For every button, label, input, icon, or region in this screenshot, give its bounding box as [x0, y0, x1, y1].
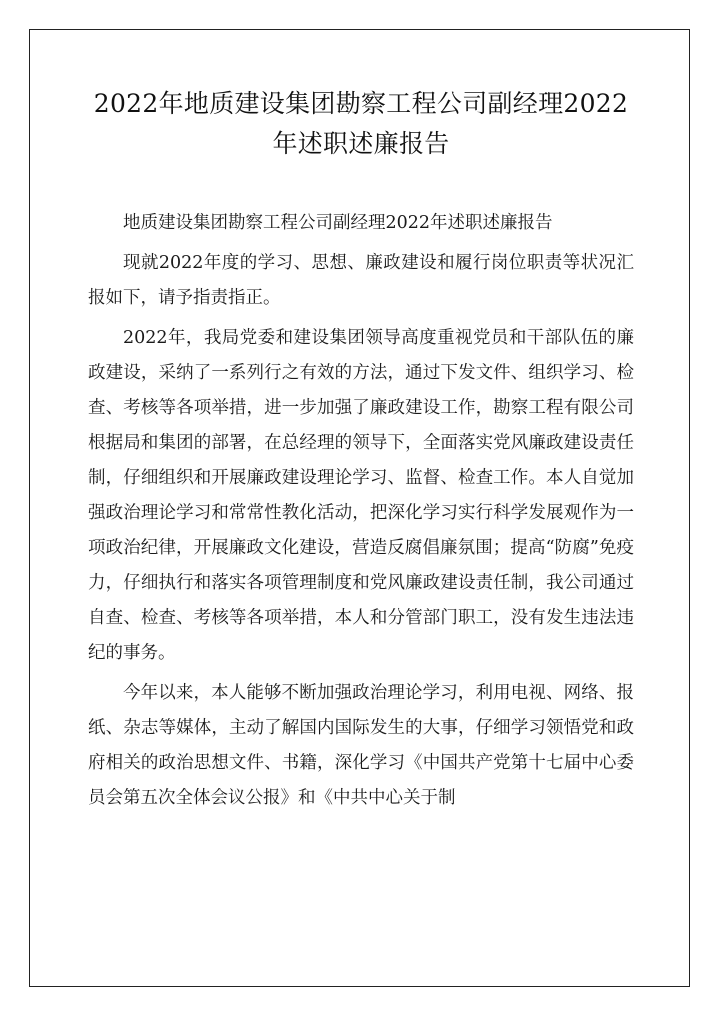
paragraph-2022-work: 2022年，我局党委和建设集团领导高度重视党员和干部队伍的廉政建设，采纳了一系列行之有效的方法，通过下发文件、组织学习、检查、考核等各项举措，进一步加强了廉政建设工作，勘察工程有限公司根据局和集团的部署，在总经理的领导下，全面落实党风廉政建设责任制，仔细组织和开展廉政建设理论学习、监督、检查工作。本人自觉加强政治理论学习和常常性教化活动，把深化学习实行科学发展观作为一项政治纪律，开展廉政文化建设，营造反腐倡廉氛围；提高“防腐”免疫力，仔细执行和落实各项管理制度和党风廉政建设责任制，我公司通过自查、检查、考核等各项举措，本人和分管部门职工，没有发生违法违纪的事务。: [88, 328, 634, 663]
paragraph-subtitle: 地质建设集团勘察工程公司副经理2022年述职述廉报告: [123, 213, 553, 233]
document-text: [88, 206, 634, 816]
document-title: 2022年地质建设集团勘察工程公司副经理2022年述职述廉报告: [93, 89, 629, 158]
document-body: [88, 84, 634, 821]
paragraph-intro: 现就2022年度的学习、思想、廉政建设和履行岗位职责等状况汇报如下，请予指责指正。: [88, 253, 634, 308]
paragraph-study: 今年以来，本人能够不断加强政治理论学习，利用电视、网络、报纸、杂志等媒体，主动了解国内国际发生的大事，仔细学习领悟党和政府相关的政治思想文件、书籍，深化学习《中国共产党第十七届中心委员会第五次全体会议公报》和《中共中心关于制: [88, 683, 634, 808]
